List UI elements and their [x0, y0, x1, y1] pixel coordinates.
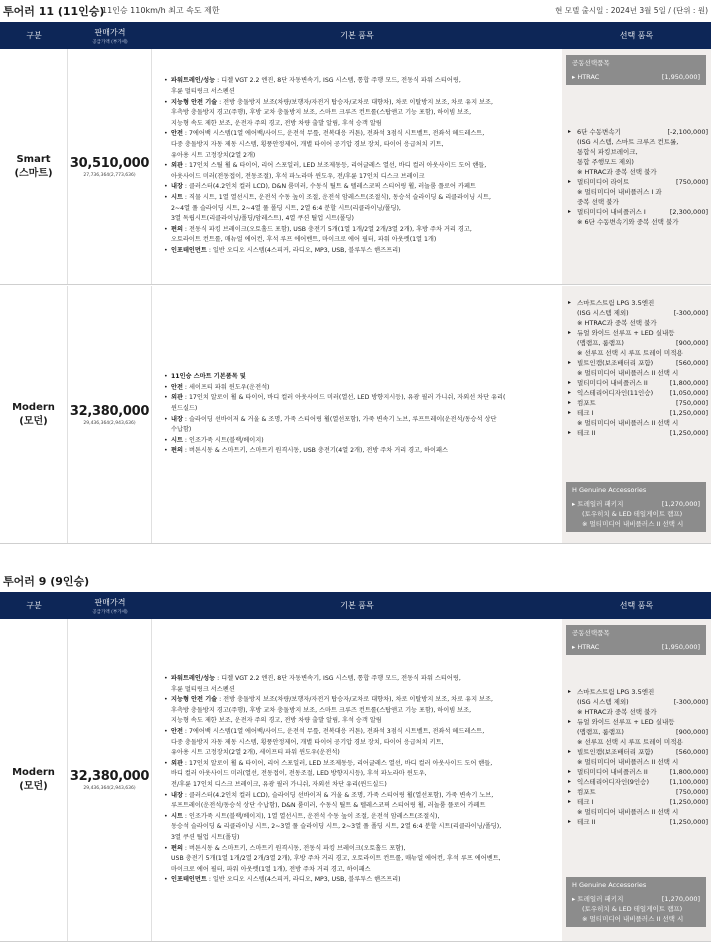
basic-item [164, 151, 556, 162]
option-name: 중복 선택 불가 [577, 198, 619, 206]
basic-item [164, 214, 556, 225]
option-name: 통합 주행모드 제외) [577, 158, 634, 166]
box-note: ※ 멀티미디어 내비플러스 II 선택 시 [582, 520, 684, 528]
option-name: (ISG 시스템 제외) [577, 309, 629, 317]
basic-item [164, 769, 556, 780]
option-price: [1,050,000] [669, 389, 708, 397]
option-name: ▸ 빌트인캠(보조배터리 포함) [577, 748, 654, 756]
basic-item-value: 후륜 멀티링크 서스펜션 [171, 88, 235, 96]
basic-item [164, 129, 556, 140]
box-note: (토우히치 & LED 테일게이트 램프) [582, 905, 683, 913]
basic-item-key: 안전 [171, 383, 183, 391]
basic-item [164, 674, 556, 685]
box-option-name: ▸ 트레일러 패키지 [572, 895, 624, 903]
option-note [568, 737, 708, 747]
basic-item-value: 후측방 충돌방지 경고(주행), 후방 교차 충돌방지 보조, 스마트 크루즈 컨트롤(스탑앤고 기능 포함), 하이빔 보조, [171, 109, 472, 117]
price-cell [68, 49, 152, 284]
basic-item-value: 수납함) [171, 426, 192, 434]
option-price: [560,000] [676, 748, 708, 756]
option-name: ▸ 컴포트 [577, 788, 596, 796]
option-note [568, 167, 708, 177]
option-item [568, 358, 708, 368]
basic-item [164, 119, 556, 130]
basic-item [164, 791, 556, 802]
box-option-name: ▸ HTRAC [572, 643, 600, 651]
option-price: [-2,100,000] [667, 128, 708, 136]
basic-item-key: 내장 [171, 415, 183, 423]
basic-item [164, 801, 556, 812]
basic-item-key: 외관 [171, 162, 183, 170]
basic-item-value: : 일반 오디오 시스템(4스피커, 라디오, MP3, USB, 블루투스 핸즈프리) [206, 246, 401, 254]
table-row [0, 619, 711, 942]
basic-item [164, 404, 556, 415]
basic-item-value: : 17인치 스틸 휠 & 타이어, 리어 스포일러, LED 보조제동등, 리어글레스 열선, 바디 컬러 아웃사이드 도어 핸들, [182, 162, 487, 170]
basic-item [164, 182, 556, 193]
option-name: ※ 멀티미디어 내비플러스 II 선택 시 [577, 808, 679, 816]
option-cell [562, 49, 711, 284]
col-trim: 구분 [26, 31, 42, 40]
basic-item [164, 436, 556, 447]
col-options: 선택 품목 [619, 31, 654, 40]
col-price: 판매가격 공급가액 (부가세) [92, 597, 128, 615]
box-option-name: ▸ 트레일러 패키지 [572, 500, 624, 508]
basic-item [164, 108, 556, 119]
basic-item-key: 시트 [171, 193, 183, 201]
basic-item [164, 87, 556, 98]
price: 32,380,000 [69, 403, 150, 419]
basic-item-value: : 클러스터(4.2인치 컬러 LCD), 슬라이딩 선바이저 & 거울 & 조명, 가죽 스티어링 휠(열선포함), 가죽 변속기 노브, [182, 791, 494, 799]
option-name: (맵램프, 룸램프) [577, 728, 624, 736]
section-header [0, 572, 711, 592]
box-heading: 공동선택품목 [572, 59, 610, 67]
option-item [568, 398, 708, 408]
basic-item-value: 마이크로 에어 필터, 파워 아웃렛(1열 1개), 전방 주차 거리 경고, 하이패스 [171, 865, 371, 873]
option-item [568, 787, 708, 797]
basic-item [164, 748, 556, 759]
box-note: ※ 멀티미디어 내비플러스 II 선택 시 [582, 915, 684, 923]
section-title: 투어러 11 (11인승) [3, 5, 105, 18]
col-basic: 기본 품목 [340, 601, 374, 610]
price-supply: 29,436,364(2,943,636) [83, 420, 136, 426]
option-name: ▸ 테크 II [577, 818, 596, 826]
basic-item [164, 812, 556, 823]
basic-items [152, 49, 562, 284]
option-name: ※ 멀티미디어 내비플러스 II 선택 시 [577, 419, 679, 427]
basic-item-value: : 슬라이딩 선바이저 & 거울 & 조명, 가죽 스티어링 휠(열선포함), 가죽 변속기 노브, 루프트레이(운전석/동승석 상단 [182, 415, 497, 423]
common-options-box [566, 625, 706, 655]
basic-item-key: 시트 [171, 436, 183, 444]
option-name: ※ 선루프 선택 시 루프 트레이 미적용 [577, 738, 683, 746]
option-list [568, 298, 708, 438]
option-note [568, 197, 708, 207]
basic-item [164, 446, 556, 457]
option-name: (맵램프, 룸램프) [577, 339, 624, 347]
basic-item-key: 외관 [171, 759, 183, 767]
basic-item [164, 759, 556, 770]
option-item [568, 328, 708, 338]
basic-item-key: 11인승 스마트 기본품목 및 [171, 373, 246, 381]
basic-item-value: 3열 쿠션 틸업 시트(폴딩) [171, 833, 240, 841]
option-note [568, 308, 708, 318]
box-option-price: [1,270,000] [661, 895, 700, 903]
option-price: [750,000] [676, 399, 708, 407]
basic-item-key: 지능형 안전 기술 [171, 696, 218, 704]
box-option [572, 894, 700, 904]
basic-item-value: : 17인치 알로이 휠 & 타이어, 리어 스포일러, LED 보조제동등, 리어글레스 열선, 바디 컬러 아웃사이드 도어 핸들, [182, 759, 493, 767]
basic-item-value: : 버튼시동 & 스마트키, 스마트키 원격시동, USB 충전기(4열 2개), 전방 주차 거리 경고, 하이패스 [182, 447, 448, 455]
option-list [568, 127, 708, 227]
option-note [568, 157, 708, 167]
basic-item [164, 716, 556, 727]
option-item [568, 687, 708, 697]
option-name: ※ 멀티미디어 내비플러스 II 선택 시 [577, 758, 679, 766]
basic-item-value: 후륜 멀티링크 서스펜션 [171, 685, 235, 693]
basic-item-value: 전/후륜 17인치 디스크 브레이크, 유광 필러 가니쉬, 자외선 차단 유리(윈드실드) [171, 781, 387, 788]
basic-item-value: : 전동식 파킹 브레이크(오토홀드 포함), USB 충전기 5개(1열 1개/2열 2개/3열 2개), 후방 주차 거리 경고, [182, 225, 472, 233]
basic-item-value: : 세이프티 파워 윈도우(운전석) [182, 383, 270, 391]
box-option-price: [1,950,000] [661, 73, 700, 81]
option-note [568, 757, 708, 767]
option-note [568, 217, 708, 227]
basic-item-value: : 디젤 VGT 2.2 엔진, 8단 자동변속기, ISG 시스템, 통합 주행 모드, 전동식 파워 스티어링, [215, 77, 461, 85]
basic-item [164, 246, 556, 257]
option-name: ※ HTRAC과 중복 선택 불가 [577, 708, 657, 716]
price: 32,380,000 [69, 769, 150, 784]
option-name: (ISG 시스템, 스마트 크루즈 컨트롤, [577, 138, 679, 146]
option-name: ▸ 듀얼 와이드 선루프 + LED 실내등 [577, 329, 675, 337]
basic-item [164, 372, 556, 383]
basic-item-value: 유아용 시트 고정장치(2열 2개), 세이프티 파워 윈도우(운전석) [171, 749, 340, 757]
trim-name: Smart (스마트) [0, 49, 68, 284]
basic-item-value: 오토라이트 컨트롤, 매뉴얼 에어컨, 후석 루프 에어벤트, 마이크로 에어 필터, 파워 아웃렛(1열 1개) [171, 236, 437, 244]
box-note: (토우히치 & LED 테일게이트 램프) [582, 510, 683, 518]
basic-item-value: : 전방 충돌방지 보조(차량/보행자/자전거 탑승자/교차로 대향차), 차로 이탈방지 보조, 차로 유지 보조, [217, 98, 493, 106]
basic-item [164, 425, 556, 436]
table-row [0, 286, 711, 544]
basic-item-value: USB 충전기 5개(1열 1개/2열 2개/3열 2개), 후방 주차 거리 경고, 오토라이트 컨트롤, 매뉴얼 에어컨, 후석 루프 에어벤트, [171, 855, 501, 863]
table-header [0, 592, 711, 619]
basic-item [164, 685, 556, 696]
option-list [568, 687, 708, 827]
basic-item [164, 193, 556, 204]
option-item [568, 207, 708, 217]
basic-item [164, 393, 556, 404]
trim-name: Modern (모던) [0, 286, 68, 543]
option-note [568, 368, 708, 378]
price: 30,510,000 [69, 155, 150, 171]
trim-name: Modern (모던) [0, 619, 68, 941]
basic-item [164, 415, 556, 426]
basic-item-key: 파워트레인/성능 [171, 77, 216, 85]
option-price: [560,000] [676, 359, 708, 367]
basic-item [164, 225, 556, 236]
option-note [568, 707, 708, 717]
basic-item [164, 235, 556, 246]
option-name: ※ 멀티미디어 내비플러스 I 과 [577, 188, 662, 196]
basic-item [164, 738, 556, 749]
basic-item-value: 지능형 속도 제한 보조, 운전자 주의 경고, 전방 차량 출발 알림, 후석 승객 알림 [171, 717, 382, 725]
box-option-price: [1,950,000] [661, 643, 700, 651]
col-trim: 구분 [26, 601, 42, 610]
option-name: ▸ 익스테리어디자인(11인승) [577, 389, 654, 397]
basic-item-key: 편의 [171, 225, 183, 233]
option-note [568, 318, 708, 328]
option-note [568, 697, 708, 707]
basic-item-value: : 7에어백 시스템(1열 에어백/사이드, 운전석 무릎, 전복대응 커튼), 전좌석 3점식 시트벨트, 전좌석 헤드레스트, [182, 130, 485, 138]
basic-item-value: : 직물 시트, 1열 열선시트, 운전석 수동 높이 조절, 운전석 암레스트(조절식), 동승석 슬라이딩 & 리클라이닝 시트, [182, 193, 491, 201]
option-price: [-300,000] [673, 309, 708, 317]
option-item [568, 177, 708, 187]
option-item [568, 127, 708, 137]
basic-item-value: 유아용 시트 고정장치(2열 2개) [171, 151, 256, 159]
basic-item-key: 내장 [171, 183, 183, 191]
option-name: ▸ 테크 I [577, 409, 594, 417]
option-name: ▸ 멀티미디어 내비플러스 II [577, 379, 648, 387]
option-item [568, 797, 708, 807]
basic-item-value: 지능형 속도 제한 보조, 운전자 주의 경고, 전방 차량 출발 알림, 후석 승객 알림 [171, 119, 382, 127]
basic-item-key: 인포테인먼트 [171, 246, 207, 254]
option-name: ▸ 빌트인캠(보조배터리 포함) [577, 359, 654, 367]
box-option [572, 642, 700, 652]
box-option-price: [1,270,000] [661, 500, 700, 508]
basic-item [164, 695, 556, 706]
option-name: ▸ 멀티미디어 라이트 [577, 178, 630, 186]
option-name: ▸ 테크 II [577, 429, 596, 437]
accessories-box [566, 877, 706, 927]
table-header [0, 22, 711, 49]
col-options: 선택 품목 [619, 601, 654, 610]
option-price: [-300,000] [673, 698, 708, 706]
basic-item-key: 안전 [171, 130, 183, 138]
option-price: [1,250,000] [669, 429, 708, 437]
basic-item [164, 383, 556, 394]
basic-item [164, 833, 556, 844]
option-name: ※ 6단 수동변속기와 중복 선택 불가 [577, 218, 679, 226]
basic-item-value: 아웃사이드 미러(전동접이, 전동조절), 후석 파노라마 윈도우, 전/후륜 17인치 디스크 브레이크 [171, 172, 425, 180]
option-price: [900,000] [676, 339, 708, 347]
option-note [568, 187, 708, 197]
basic-item-value: : 버튼시동 & 스마트키, 스마트키 원격시동, 전동식 파킹 브레이크(오토홀드 포함), [182, 844, 406, 852]
basic-item-key: 파워트레인/성능 [171, 675, 216, 683]
option-note [568, 147, 708, 157]
option-note [568, 348, 708, 358]
option-note [568, 137, 708, 147]
basic-item [164, 844, 556, 855]
basic-item-key: 편의 [171, 844, 183, 852]
accessories-box [566, 482, 706, 532]
basic-item [164, 854, 556, 865]
option-note [568, 727, 708, 737]
option-name: ※ 선루프 선택 시 루프 트레이 미적용 [577, 349, 683, 357]
option-price: [750,000] [676, 788, 708, 796]
section-title: 투어러 9 (9인승) [3, 575, 90, 588]
basic-item [164, 780, 556, 791]
basic-items [152, 619, 562, 941]
option-name: (ISG 시스템 제외) [577, 698, 629, 706]
basic-item-key: 시트 [171, 812, 183, 820]
box-heading: 공동선택품목 [572, 629, 610, 637]
option-name: ▸ 테크 I [577, 798, 594, 806]
basic-item [164, 706, 556, 717]
option-cell [562, 619, 711, 941]
option-item [568, 388, 708, 398]
basic-item-key: 편의 [171, 447, 183, 455]
common-options-box [566, 55, 706, 85]
box-option [572, 72, 700, 82]
option-name: ▸ 듀얼 와이드 선루프 + LED 실내등 [577, 718, 675, 726]
basic-item-key: 내장 [171, 791, 183, 799]
option-name: ▸ 멀티미디어 내비플러스 II [577, 768, 648, 776]
basic-item [164, 172, 556, 183]
option-price: [1,250,000] [669, 818, 708, 826]
basic-item [164, 140, 556, 151]
basic-item-value: : 디젤 VGT 2.2 엔진, 8단 자동변속기, ISG 시스템, 통합 주행 모드, 전동식 파워 스티어링, [215, 675, 461, 683]
option-name: ▸ 6단 수동변속기 [577, 128, 621, 136]
basic-item-value: 다중 충돌방지 자동 제동 시스템, 횡풍안정제어, 개별 타이어 공기압 경보 장치, 타이어 응급처치 키트, [171, 738, 444, 746]
option-price: [1,250,000] [669, 409, 708, 417]
option-name: ▸ 컴포트 [577, 399, 596, 407]
col-basic: 기본 품목 [340, 31, 374, 40]
basic-item-value: 루프트레이(운전석/동승석 상단 수납함), D&N 룸미러, 수동식 틸트 & 텔레스코픽 스티어링 휠, 러놀룸 플로어 카페트 [171, 802, 486, 810]
option-cell [562, 286, 711, 543]
option-price: [900,000] [676, 728, 708, 736]
option-price: [1,800,000] [669, 768, 708, 776]
basic-item [164, 161, 556, 172]
option-price: [750,000] [676, 178, 708, 186]
basic-item-value: : 7에어백 시스템(1열 에어백/사이드, 운전석 무릎, 전복대응 커튼), 전좌석 3점식 시트벨트, 전좌석 헤드레스트, [182, 728, 485, 736]
option-name: ※ HTRAC과 중복 선택 불가 [577, 319, 657, 327]
option-price: [1,800,000] [669, 379, 708, 387]
basic-item [164, 865, 556, 876]
basic-item-value: 다중 충돌방지 자동 제동 시스템, 횡풍안정제어, 개별 타이어 공기압 경보 장치, 타이어 응급처치 키트, [171, 141, 444, 149]
option-price: [2,300,000] [669, 208, 708, 216]
basic-item-value: : 전방 충돌방지 보조(차량/보행자/자전거 탑승자/교차로 대향차), 차로 이탈방지 보조, 차로 유지 보조, [217, 696, 493, 704]
box-heading: H Genuine Accessories [572, 486, 647, 494]
box-option-name: ▸ HTRAC [572, 73, 600, 81]
box-option [572, 499, 700, 509]
option-name: 통합식 파킹브레이크, [577, 148, 638, 156]
basic-item-key: 인포테인먼트 [171, 876, 207, 884]
release-note: 현 모델 출시일 : 2024년 3월 5일 / (단위 : 원) [555, 6, 708, 15]
option-item [568, 767, 708, 777]
basic-item-value: : 일반 오디오 시스템(4스피커, 라디오, MP3, USB, 블루투스 핸즈프리) [206, 876, 401, 884]
basic-item-value: 동승석 슬라이딩 & 리클라이닝 시트, 2~3열 풀 슬라이딩 시트, 2~3열 풀 폴딩 시트, 2열 6:4 분할 시트(리클라이닝/폴딩), [171, 823, 502, 831]
basic-item-value: : 인조가죽 시트(블랙/베이지) [182, 436, 264, 444]
basic-item-value: 바디 컬러 아웃사이드 미러(열선, 전동접이, 전동조절, LED 방향지시등), 후석 파노라마 윈도우, [171, 770, 427, 778]
option-name: ※ 멀티미디어 내비플러스 II 선택 시 [577, 369, 679, 377]
price-cell [68, 286, 152, 543]
price-supply: 29,436,364(2,943,636) [83, 786, 136, 791]
option-name: ▸ 익스테리어디자인(9인승) [577, 778, 649, 786]
price-supply: 27,736,364(2,773,636) [83, 172, 136, 178]
option-note [568, 418, 708, 428]
basic-items [152, 286, 562, 543]
option-item [568, 817, 708, 827]
basic-item [164, 727, 556, 738]
option-price: [1,100,000] [669, 778, 708, 786]
option-item [568, 428, 708, 438]
option-name: ▸ 멀티미디어 내비플러스 I [577, 208, 646, 216]
basic-item-key: 안전 [171, 728, 183, 736]
option-name: ▸ 스마트스트림 LPG 3.5엔진 [577, 299, 655, 307]
option-item [568, 747, 708, 757]
basic-item [164, 822, 556, 833]
basic-item-key: 외관 [171, 394, 183, 402]
section-subtitle: 11인승 110km/h 최고 속도 제한 [102, 6, 220, 15]
section-header [0, 2, 711, 22]
option-name: ※ HTRAC과 중복 선택 불가 [577, 168, 657, 176]
option-item [568, 777, 708, 787]
col-price: 판매가격 공급가액 (부가세) [92, 27, 128, 45]
option-item [568, 378, 708, 388]
basic-item-value: 후측방 충돌방지 경고(주행), 후방 교차 충돌방지 보조, 스마트 크루즈 컨트롤(스탑앤고 기능 포함), 하이빔 보조, [171, 706, 472, 714]
basic-item-value: 3열 독립시트(리클라이닝/폴딩/암레스트), 4열 쿠션 틸업 시트(폴딩) [171, 215, 354, 223]
option-item [568, 298, 708, 308]
basic-item-value: 윈드실드) [171, 404, 198, 412]
basic-item [164, 76, 556, 87]
basic-item-value: 2~4열 풀 슬라이딩 시트, 2~4열 풀 폴딩 시트, 2열 6:4 분할 시트(리클라이닝/폴딩), [171, 204, 401, 212]
basic-item [164, 204, 556, 215]
basic-item-value: : 클러스터(4.2인치 컬러 LCD), D&N 룸미러, 수동식 틸트 & 텔레스코픽 스티어링 휠, 러놀룸 플로어 카페트 [182, 183, 476, 191]
box-heading: H Genuine Accessories [572, 881, 647, 889]
basic-item-value: : 인조가죽 시트(블랙/베이지), 1열 열선시트, 운전석 수동 높이 조절, 운전석 암레스트(조절식), [182, 812, 440, 820]
basic-item-value: : 17인치 알로이 휠 & 타이어, 바디 컬러 아웃사이드 미러(열선, LED 방향지시등), 유광 필러 가니쉬, 자외선 차단 유리( [182, 394, 506, 402]
option-note [568, 807, 708, 817]
option-name: ▸ 스마트스트림 LPG 3.5엔진 [577, 688, 655, 696]
basic-item [164, 875, 556, 886]
option-item [568, 717, 708, 727]
option-note [568, 338, 708, 348]
option-item [568, 408, 708, 418]
basic-item [164, 98, 556, 109]
basic-item-key: 지능형 안전 기술 [171, 98, 218, 106]
option-price: [1,250,000] [669, 798, 708, 806]
price-cell [68, 619, 152, 941]
table-row [0, 49, 711, 285]
